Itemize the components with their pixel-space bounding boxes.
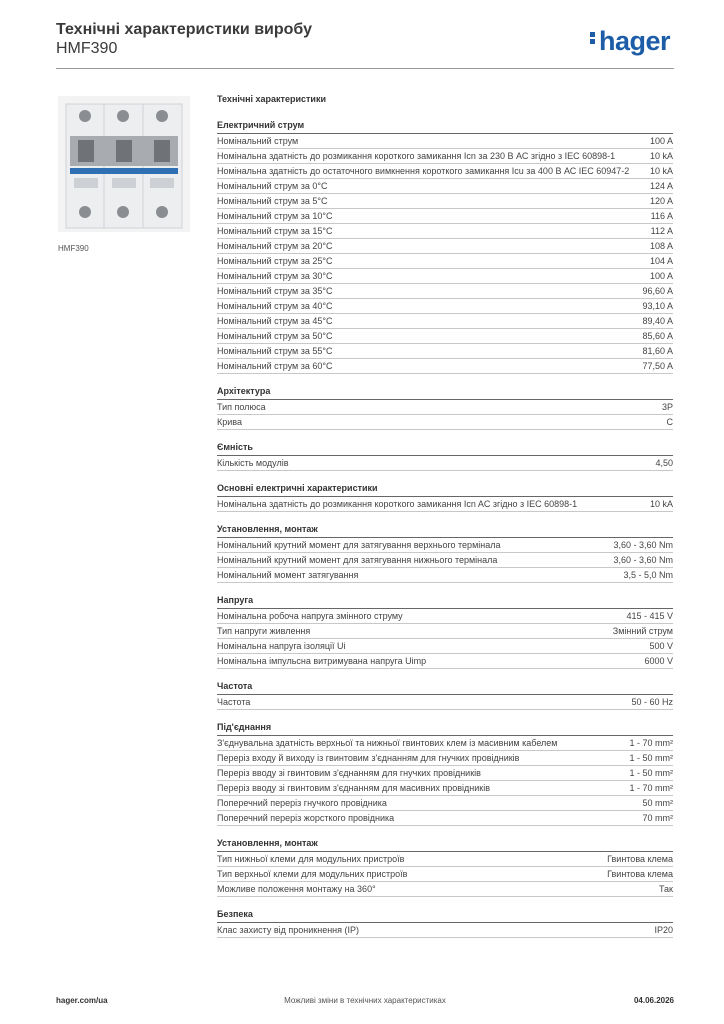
spec-label: Номінальний струм [217,135,299,146]
spec-row [217,359,673,374]
spec-row [217,239,673,254]
spec-label: Номінальний струм за 60°C [217,360,333,371]
spec-row [217,796,673,811]
spec-row [217,695,673,710]
spec-label: Тип напруги живлення [217,625,311,636]
spec-label: Частота [217,696,251,707]
spec-label: Номінальна здатність до розмикання короткого замикання Icn AC згідно з IEC 60898-1 [217,498,578,509]
spec-row [217,553,673,568]
spec-value: Гвинтова клема [607,853,673,864]
spec-value: Так [658,883,673,894]
spec-section [217,386,673,430]
spec-row [217,923,673,938]
spec-value: 108 A [649,240,673,251]
spec-row [217,149,673,164]
spec-value: 1 - 70 mm² [629,737,673,748]
spec-title: Технічні характеристики [217,94,326,104]
footer-date: 04.06.2026 [633,996,674,1005]
spec-row [217,736,673,751]
spec-value: 104 A [649,255,673,266]
page-title: Технічні характеристики виробу [56,21,312,38]
spec-row [217,314,673,329]
spec-label: Номінальний струм за 5°C [217,195,328,206]
section-heading: Установлення, монтаж [217,838,673,852]
spec-label: Тип нижньої клеми для модульних пристроїв [217,853,405,864]
spec-row [217,194,673,209]
spec-value: 50 - 60 Hz [631,696,673,707]
spec-label: Номінальний момент затягування [217,569,359,580]
spec-value: 77,50 A [642,360,673,371]
spec-label: Переріз вводу зі гвинтовим з'єднанням для гнучких провідників [217,767,481,778]
image-caption: HMF390 [58,244,89,253]
spec-label: Номінальний крутний момент для затягування верхнього термінала [217,539,501,550]
spec-label: Номінальна робоча напруга змінного струму [217,610,403,621]
section-heading: Електричний струм [217,120,673,134]
footer-website[interactable]: hager.com/ua [56,996,108,1005]
spec-label: Номінальний струм за 10°C [217,210,333,221]
page-header [56,20,674,58]
circuit-breaker-icon [58,96,190,232]
spec-value: 500 V [649,640,673,651]
spec-value: 100 A [649,270,673,281]
spec-value: 10 kA [649,165,673,176]
footer-disclaimer: Можливі зміни в технічних характеристиках [284,996,446,1005]
spec-label: Кількість модулів [217,457,289,468]
spec-value: 1 - 50 mm² [629,752,673,763]
spec-row [217,538,673,553]
spec-row [217,415,673,430]
spec-value: 85,60 A [642,330,673,341]
spec-value: 3,5 - 5,0 Nm [623,569,673,580]
spec-section [217,483,673,512]
section-heading: Напруга [217,595,673,609]
header-divider [56,68,674,69]
spec-value: 70 mm² [642,812,673,823]
spec-row [217,284,673,299]
spec-row [217,400,673,415]
spec-label: Клас захисту від проникнення (IP) [217,924,360,935]
spec-row [217,852,673,867]
spec-value: 89,40 A [642,315,673,326]
spec-value: 1 - 50 mm² [629,767,673,778]
section-heading: Частота [217,681,673,695]
spec-value: 3,60 - 3,60 Nm [613,554,673,565]
spec-label: Номінальний крутний момент для затягування нижнього термінала [217,554,498,565]
spec-value: 124 A [649,180,673,191]
spec-row [217,329,673,344]
spec-value: 96,60 A [642,285,673,296]
spec-row [217,867,673,882]
spec-value: 50 mm² [642,797,673,808]
spec-section [217,722,673,826]
spec-label: Номінальний струм за 25°C [217,255,333,266]
spec-label: Поперечний переріз гнучкого провідника [217,797,387,808]
spec-row [217,299,673,314]
section-heading: Установлення, монтаж [217,524,673,538]
product-image [58,96,190,232]
spec-row [217,882,673,897]
spec-section [217,909,673,938]
spec-value: 81,60 A [642,345,673,356]
spec-row [217,344,673,359]
spec-row [217,209,673,224]
spec-row [217,654,673,669]
spec-value: 10 kA [649,498,673,509]
logo-text: hager [598,26,670,56]
product-code: HMF390 [56,40,118,57]
spec-value: 10 kA [649,150,673,161]
spec-row [217,269,673,284]
spec-row [217,164,673,179]
spec-label: Номінальний струм за 30°C [217,270,333,281]
spec-value: 1 - 70 mm² [629,782,673,793]
section-heading: Ємність [217,442,673,456]
section-heading: Під'єднання [217,722,673,736]
spec-value: 93,10 A [642,300,673,311]
spec-section [217,524,673,583]
spec-value: 4,50 [655,457,673,468]
spec-label: Можливе положення монтажу на 360° [217,883,376,894]
technical-specifications [217,94,673,938]
spec-section [217,681,673,710]
spec-label: Номінальний струм за 35°C [217,285,333,296]
spec-label: Поперечний переріз жорсткого провідника [217,812,395,823]
spec-row [217,639,673,654]
spec-label: Тип верхньої клеми для модульних пристроїв [217,868,408,879]
spec-row [217,781,673,796]
spec-label: Номінальний струм за 15°C [217,225,333,236]
spec-label: Номінальна напруга ізоляції Ui [217,640,346,651]
spec-value: 3P [661,401,673,412]
section-heading: Безпека [217,909,673,923]
spec-value: Змінний струм [612,625,673,636]
spec-section [217,442,673,471]
spec-row [217,456,673,471]
spec-label: Номінальна імпульсна витримувана напруга Uimp [217,655,427,666]
spec-row [217,766,673,781]
spec-row [217,568,673,583]
spec-value: 112 A [650,225,673,236]
spec-label: Номінальна здатність до розмикання короткого замикання Icn за 230 В АС згідно з IEC 60898-1 [217,150,616,161]
spec-row [217,811,673,826]
spec-value: 100 A [649,135,673,146]
spec-label: Крива [217,416,242,427]
spec-label: Номінальний струм за 20°C [217,240,333,251]
spec-label: Номінальний струм за 0°C [217,180,328,191]
spec-section [217,120,673,374]
spec-label: Номінальний струм за 45°C [217,315,333,326]
section-heading: Архітектура [217,386,673,400]
spec-label: Номінальний струм за 55°C [217,345,333,356]
spec-value: 6000 V [644,655,673,666]
spec-row [217,624,673,639]
logo-dots-icon [590,30,597,46]
spec-row [217,497,673,512]
spec-label: Номінальний струм за 40°C [217,300,333,311]
spec-row [217,751,673,766]
spec-label: Номінальна здатність до остаточного вимкнення короткого замикання Icu за 400 В АС IEC 60947-2 [217,165,630,176]
spec-label: З'єднувальна здатність верхньої та нижньої гвинтових клем із масивним кабелем [217,737,558,748]
section-heading: Основні електричні характеристики [217,483,673,497]
spec-value: IP20 [654,924,673,935]
spec-label: Переріз вводу зі гвинтовим з'єднанням для масивних провідників [217,782,491,793]
spec-row [217,179,673,194]
hager-logo [590,26,670,57]
spec-label: Тип полюса [217,401,266,412]
spec-row [217,134,673,149]
spec-value: 116 A [650,210,673,221]
spec-value: 3,60 - 3,60 Nm [613,539,673,550]
spec-row [217,609,673,624]
spec-row [217,254,673,269]
spec-value: C [666,416,673,427]
spec-value: Гвинтова клема [607,868,673,879]
spec-section [217,595,673,669]
spec-value: 120 A [649,195,673,206]
spec-section [217,838,673,897]
spec-value: 415 - 415 V [626,610,673,621]
spec-row [217,224,673,239]
spec-label: Переріз входу й виходу із гвинтовим з'єднанням для гнучких провідників [217,752,520,763]
spec-label: Номінальний струм за 50°C [217,330,333,341]
